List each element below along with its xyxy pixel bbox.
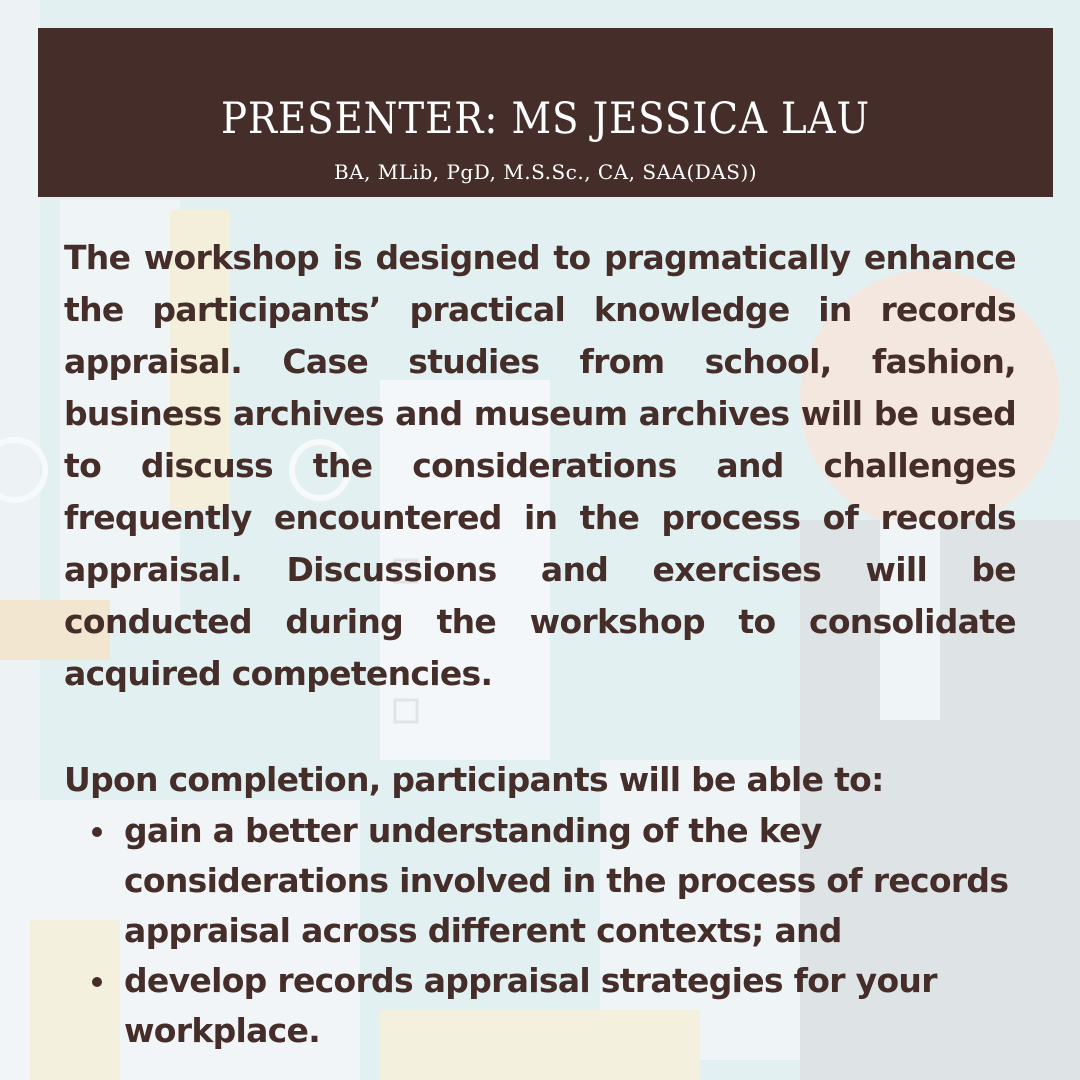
bullet-icon bbox=[92, 977, 102, 987]
bullet-icon bbox=[92, 827, 102, 837]
presenter-name: PRESENTER: MS JESSICA LAU bbox=[220, 94, 871, 144]
outcomes-list bbox=[64, 806, 1016, 1056]
presenter-credentials: BA, MLib, PgD, M.S.Sc., CA, SAA(DAS)) bbox=[333, 160, 758, 184]
description-paragraph: The workshop is designed to pragmatically enhance the participants’ practical knowledge in records appraisal. Case studies from school, fashion, business archives and museum archives will be used to discuss the considerations and challenges frequently encountered in the process of records appraisal. Discussions and exercises will be conducted during the workshop to consolidate acquired competencies. bbox=[64, 238, 1016, 693]
outcome-text: gain a better understanding of the key considerations involved in the process of records appraisal across different contexts; and bbox=[124, 811, 1009, 950]
outcome-item bbox=[124, 806, 1016, 956]
presenter-banner bbox=[38, 28, 1053, 197]
outcome-text: develop records appraisal strategies for your workplace. bbox=[124, 961, 937, 1050]
outcome-item bbox=[124, 956, 1016, 1056]
workshop-description bbox=[64, 232, 1016, 1056]
outcomes-intro: Upon completion, participants will be able to: bbox=[64, 760, 884, 799]
